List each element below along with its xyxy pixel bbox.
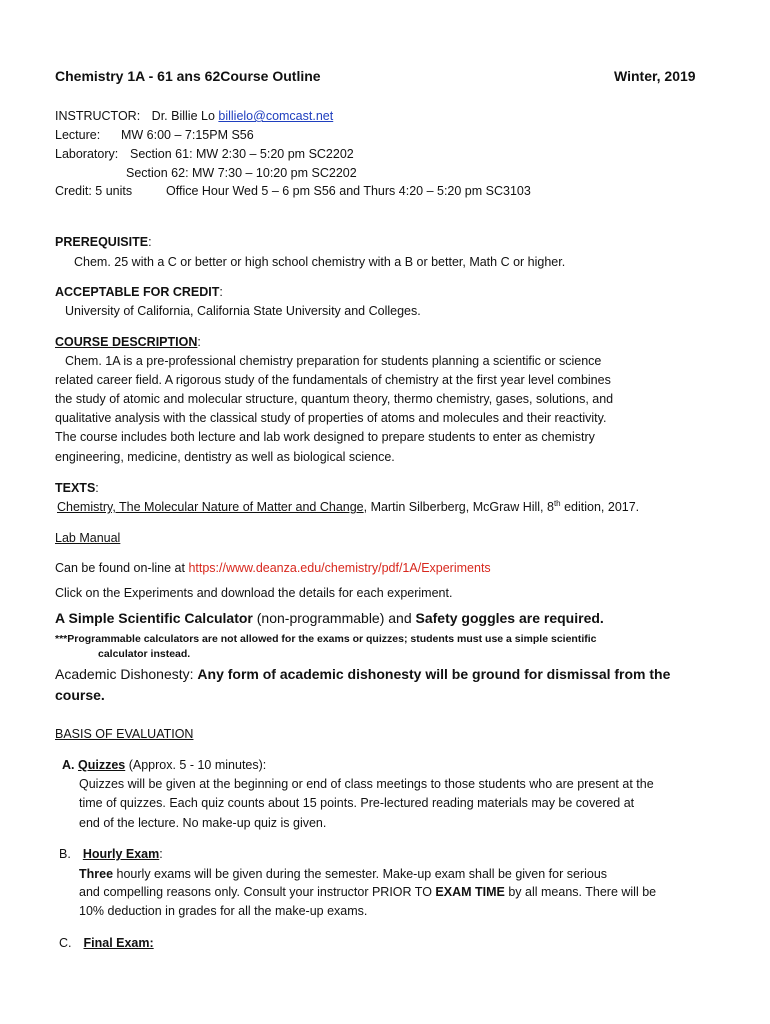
lab-section-61: Section 61: MW 2:30 – 5:20 pm SC2202 [130, 147, 354, 161]
credit-units: Credit: 5 units [55, 184, 133, 198]
texts-heading: TEXTS: [55, 481, 99, 495]
hourly-exam-line: Three hourly exams will be given during the semester. Make-up exam shall be given for serious [79, 867, 608, 881]
hourly-exam-heading: B. Hourly Exam: [59, 847, 163, 861]
quizzes-line: end of the lecture. No make-up quiz is given. [79, 816, 327, 830]
textbook-title: Chemistry, The Molecular Nature of Matter and Change [57, 500, 364, 514]
academic-dishonesty-label: Academic Dishonesty [55, 666, 190, 682]
quizzes-line: time of quizzes. Each quiz counts about 15 points. Pre-lectured reading materials may be covered at [79, 796, 635, 810]
lecture-label: Lecture: [55, 128, 101, 142]
description-line: The course includes both lecture and lab work designed to prepare students to enter as chemistry [55, 430, 595, 444]
quizzes-line: Quizzes will be given at the beginning or end of class meetings to those students who are present at the [79, 777, 654, 791]
office-hour: Office Hour Wed 5 – 6 pm S56 and Thurs 4:20 – 5:20 pm SC3103 [166, 184, 531, 198]
document-title: Chemistry 1A - 61 ans 62Course Outline [55, 68, 321, 84]
textbook-citation: Chemistry, The Molecular Nature of Matter and Change, Martin Silberberg, McGraw Hill, 8th edition, 2017. [57, 498, 640, 514]
acceptable-heading: ACCEPTABLE FOR CREDIT: [55, 285, 223, 299]
lab-section-62: Section 62: MW 7:30 – 10:20 pm SC2202 [126, 166, 357, 180]
course-description-heading: COURSE DESCRIPTION: [55, 335, 201, 349]
description-line: Chem. 1A is a pre-professional chemistry preparation for students planning a scientific or science [65, 354, 602, 368]
lab-manual-instructions: Click on the Experiments and download the details for each experiment. [55, 586, 453, 600]
description-line: the study of atomic and molecular structure, quantum theory, thermo chemistry, gases, solutions, and [55, 392, 614, 406]
academic-dishonesty-line2: course. [55, 687, 105, 703]
lab-manual-online: Can be found on-line at https://www.deanza.edu/chemistry/pdf/1A/Experiments [55, 561, 491, 575]
description-line: engineering, medicine, dentistry as well as biological science. [55, 450, 395, 464]
academic-dishonesty: Academic Dishonesty: Any form of academic dishonesty will be ground for dismissal from the [55, 666, 671, 682]
calculator-note-line2: calculator instead. [98, 648, 191, 660]
description-line: related career field. A rigorous study of the fundamentals of chemistry at the first year level combines [55, 373, 611, 387]
lecture-value: MW 6:00 – 7:15PM S56 [121, 128, 254, 142]
calculator-note-line1: ***Programmable calculators are not allowed for the exams or quizzes; students must use a simple scientific [55, 633, 597, 645]
prerequisite-text: Chem. 25 with a C or better or high school chemistry with a B or better, Math C or higher. [74, 255, 566, 269]
description-line: qualitative analysis with the classical study of properties of atoms and molecules and their reactivity. [55, 411, 607, 425]
quizzes-heading: A. Quizzes (Approx. 5 - 10 minutes): [62, 758, 267, 772]
laboratory-label: Laboratory: [55, 147, 119, 161]
acceptable-text: University of California, California State University and Colleges. [65, 304, 421, 318]
term-label: Winter, 2019 [614, 68, 696, 84]
hourly-exam-line: and compelling reasons only. Consult your instructor PRIOR TO EXAM TIME by all means. There will be [79, 885, 657, 899]
instructor-line [55, 108, 333, 124]
evaluation-heading: BASIS OF EVALUATION [55, 727, 194, 741]
instructor-label: INSTRUCTOR: [55, 109, 141, 123]
experiments-url-link[interactable]: https://www.deanza.edu/chemistry/pdf/1A/Experiments [188, 561, 491, 575]
final-exam-heading: C. Final Exam: [59, 936, 154, 950]
prerequisite-heading: PREREQUISITE: [55, 235, 152, 249]
hourly-exam-line: 10% deduction in grades for all the make-up exams. [79, 904, 368, 918]
calculator-requirement: A Simple Scientific Calculator (non-programmable) and Safety goggles are required. [55, 610, 604, 626]
instructor-name: Dr. Billie Lo [151, 109, 215, 123]
instructor-email-link[interactable]: billielo@comcast.net [218, 109, 334, 123]
lab-manual-heading: Lab Manual [55, 531, 121, 545]
